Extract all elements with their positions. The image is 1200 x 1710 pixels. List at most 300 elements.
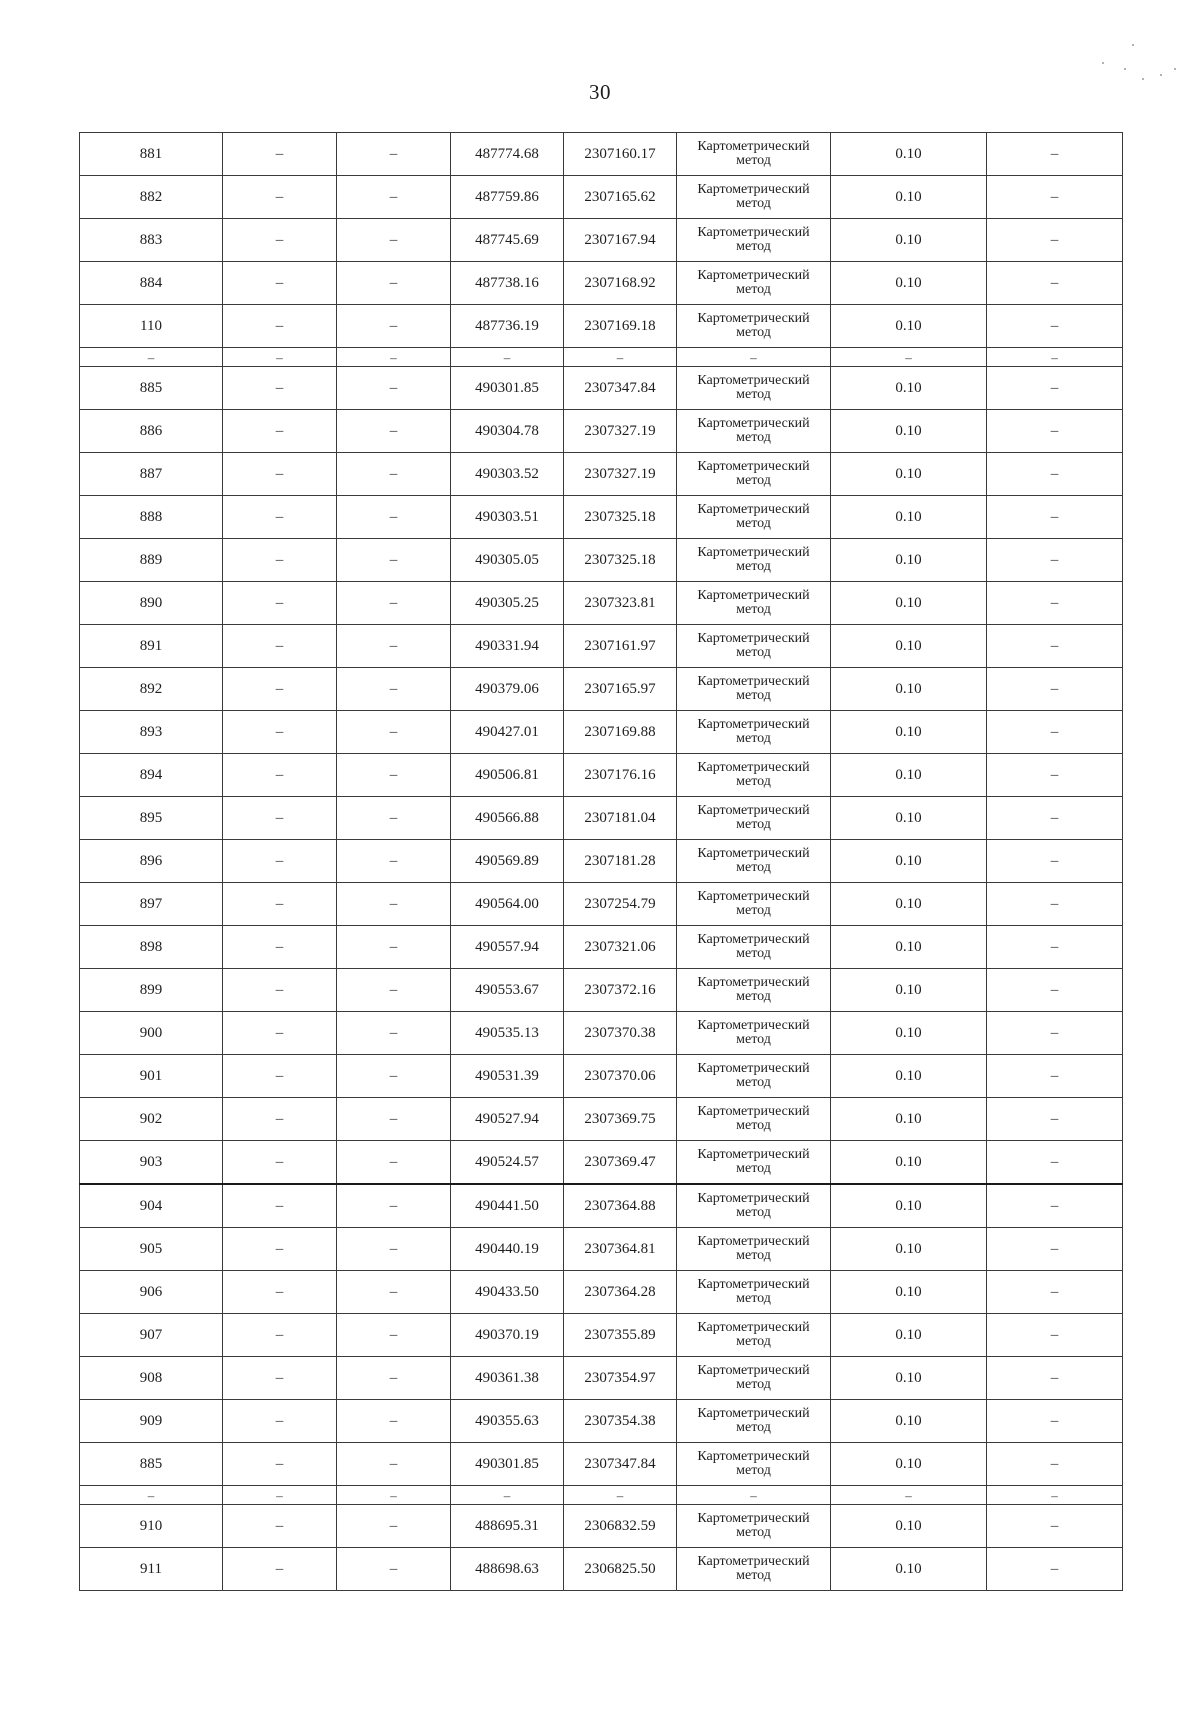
column-8-cell: – (987, 883, 1123, 926)
point-number-cell: 898 (80, 926, 223, 969)
column-3-cell: – (337, 1357, 451, 1400)
point-number-cell: 896 (80, 840, 223, 883)
x-coordinate-cell: 490301.85 (451, 1443, 564, 1486)
accuracy-cell: 0.10 (831, 668, 987, 711)
column-2-cell: – (223, 1400, 337, 1443)
point-number-cell: 900 (80, 1012, 223, 1055)
accuracy-cell: 0.10 (831, 582, 987, 625)
x-coordinate-cell: 490553.67 (451, 969, 564, 1012)
table-row (80, 582, 1123, 625)
column-3-cell: – (337, 1486, 451, 1505)
accuracy-cell: 0.10 (831, 496, 987, 539)
column-2-cell: – (223, 840, 337, 883)
column-2-cell: – (223, 1357, 337, 1400)
x-coordinate-cell: 487736.19 (451, 305, 564, 348)
accuracy-cell: 0.10 (831, 1357, 987, 1400)
y-coordinate-cell: 2307321.06 (564, 926, 677, 969)
method-cell: Картометрический метод (677, 582, 831, 625)
point-number-cell: 902 (80, 1098, 223, 1141)
method-cell: Картометрический метод (677, 668, 831, 711)
column-3-cell: – (337, 367, 451, 410)
table-row (80, 262, 1123, 305)
x-coordinate-cell: 490303.52 (451, 453, 564, 496)
method-cell: Картометрический метод (677, 1443, 831, 1486)
method-cell: Картометрический метод (677, 496, 831, 539)
accuracy-cell: 0.10 (831, 539, 987, 582)
y-coordinate-cell: 2307254.79 (564, 883, 677, 926)
column-3-cell: – (337, 176, 451, 219)
method-cell: Картометрический метод (677, 176, 831, 219)
point-number-cell: 911 (80, 1548, 223, 1591)
x-coordinate-cell: 488698.63 (451, 1548, 564, 1591)
point-number-cell: 901 (80, 1055, 223, 1098)
column-8-cell: – (987, 1012, 1123, 1055)
column-8-cell: – (987, 1314, 1123, 1357)
column-2-cell: – (223, 1141, 337, 1185)
point-number-cell: 903 (80, 1141, 223, 1185)
column-3-cell: – (337, 539, 451, 582)
y-coordinate-cell: 2307364.28 (564, 1271, 677, 1314)
column-8-cell: – (987, 1443, 1123, 1486)
accuracy-cell: 0.10 (831, 1228, 987, 1271)
column-2-cell: – (223, 1228, 337, 1271)
column-8-cell: – (987, 926, 1123, 969)
method-cell: Картометрический метод (677, 262, 831, 305)
accuracy-cell: 0.10 (831, 305, 987, 348)
x-coordinate-cell: 490305.05 (451, 539, 564, 582)
accuracy-cell: 0.10 (831, 625, 987, 668)
y-coordinate-cell: – (564, 1486, 677, 1505)
accuracy-cell: 0.10 (831, 176, 987, 219)
column-3-cell: – (337, 1141, 451, 1185)
column-2-cell: – (223, 797, 337, 840)
column-3-cell: – (337, 668, 451, 711)
x-coordinate-cell: 487738.16 (451, 262, 564, 305)
y-coordinate-cell: 2306832.59 (564, 1505, 677, 1548)
x-coordinate-cell: 490427.01 (451, 711, 564, 754)
column-8-cell: – (987, 1486, 1123, 1505)
column-8-cell: – (987, 797, 1123, 840)
column-2-cell: – (223, 1098, 337, 1141)
y-coordinate-cell: 2307181.04 (564, 797, 677, 840)
table-row (80, 711, 1123, 754)
point-number-cell: 909 (80, 1400, 223, 1443)
column-2-cell: – (223, 1271, 337, 1314)
y-coordinate-cell: 2307168.92 (564, 262, 677, 305)
column-8-cell: – (987, 969, 1123, 1012)
column-8-cell: – (987, 1400, 1123, 1443)
method-cell: Картометрический метод (677, 711, 831, 754)
point-number-cell: 881 (80, 133, 223, 176)
column-8-cell: – (987, 1357, 1123, 1400)
accuracy-cell: 0.10 (831, 969, 987, 1012)
column-2-cell: – (223, 133, 337, 176)
table-row (80, 1505, 1123, 1548)
accuracy-cell: 0.10 (831, 133, 987, 176)
column-3-cell: – (337, 1228, 451, 1271)
column-8-cell: – (987, 1271, 1123, 1314)
y-coordinate-cell: 2307323.81 (564, 582, 677, 625)
column-3-cell: – (337, 305, 451, 348)
point-number-cell: 891 (80, 625, 223, 668)
column-3-cell: – (337, 969, 451, 1012)
column-3-cell: – (337, 711, 451, 754)
point-number-cell: – (80, 348, 223, 367)
column-3-cell: – (337, 133, 451, 176)
y-coordinate-cell: 2307169.18 (564, 305, 677, 348)
table-row (80, 1548, 1123, 1591)
y-coordinate-cell: 2307176.16 (564, 754, 677, 797)
x-coordinate-cell: 490569.89 (451, 840, 564, 883)
point-number-cell: 908 (80, 1357, 223, 1400)
x-coordinate-cell: 490361.38 (451, 1357, 564, 1400)
table-row (80, 1357, 1123, 1400)
column-3-cell: – (337, 348, 451, 367)
column-8-cell: – (987, 668, 1123, 711)
column-8-cell: – (987, 496, 1123, 539)
column-2-cell: – (223, 969, 337, 1012)
accuracy-cell: 0.10 (831, 840, 987, 883)
column-2-cell: – (223, 262, 337, 305)
column-2-cell: – (223, 1184, 337, 1228)
x-coordinate-cell: 490440.19 (451, 1228, 564, 1271)
point-number-cell: 894 (80, 754, 223, 797)
point-number-cell: 884 (80, 262, 223, 305)
accuracy-cell: 0.10 (831, 926, 987, 969)
column-8-cell: – (987, 840, 1123, 883)
column-2-cell: – (223, 1548, 337, 1591)
x-coordinate-cell: 490527.94 (451, 1098, 564, 1141)
table-row (80, 539, 1123, 582)
method-cell: Картометрический метод (677, 1141, 831, 1185)
table-row (80, 797, 1123, 840)
column-3-cell: – (337, 1055, 451, 1098)
coordinates-table (79, 132, 1123, 1591)
column-3-cell: – (337, 840, 451, 883)
x-coordinate-cell: 490355.63 (451, 1400, 564, 1443)
table-row (80, 1055, 1123, 1098)
point-number-cell: 907 (80, 1314, 223, 1357)
column-8-cell: – (987, 1505, 1123, 1548)
table-body (80, 133, 1123, 1591)
accuracy-cell: 0.10 (831, 797, 987, 840)
point-number-cell: 889 (80, 539, 223, 582)
accuracy-cell: 0.10 (831, 1400, 987, 1443)
method-cell: Картометрический метод (677, 883, 831, 926)
column-3-cell: – (337, 754, 451, 797)
accuracy-cell: 0.10 (831, 1184, 987, 1228)
point-number-cell: 895 (80, 797, 223, 840)
point-number-cell: 897 (80, 883, 223, 926)
x-coordinate-cell: – (451, 1486, 564, 1505)
column-3-cell: – (337, 625, 451, 668)
column-8-cell: – (987, 262, 1123, 305)
table-row (80, 1443, 1123, 1486)
point-number-cell: 886 (80, 410, 223, 453)
y-coordinate-cell: 2307370.06 (564, 1055, 677, 1098)
y-coordinate-cell: 2307169.88 (564, 711, 677, 754)
point-number-cell: 110 (80, 305, 223, 348)
table-row (80, 625, 1123, 668)
column-2-cell: – (223, 496, 337, 539)
table-row (80, 453, 1123, 496)
x-coordinate-cell: 490524.57 (451, 1141, 564, 1185)
method-cell: Картометрический метод (677, 625, 831, 668)
method-cell: Картометрический метод (677, 1400, 831, 1443)
column-2-cell: – (223, 1486, 337, 1505)
x-coordinate-cell: – (451, 348, 564, 367)
y-coordinate-cell: 2307372.16 (564, 969, 677, 1012)
column-3-cell: – (337, 797, 451, 840)
table-row (80, 1141, 1123, 1185)
table-row (80, 176, 1123, 219)
method-cell: Картометрический метод (677, 1098, 831, 1141)
point-number-cell: 893 (80, 711, 223, 754)
method-cell: Картометрический метод (677, 1012, 831, 1055)
x-coordinate-cell: 487774.68 (451, 133, 564, 176)
y-coordinate-cell: 2307160.17 (564, 133, 677, 176)
table-row (80, 1184, 1123, 1228)
column-2-cell: – (223, 176, 337, 219)
column-3-cell: – (337, 1314, 451, 1357)
accuracy-cell: – (831, 348, 987, 367)
column-3-cell: – (337, 219, 451, 262)
column-3-cell: – (337, 1548, 451, 1591)
x-coordinate-cell: 490441.50 (451, 1184, 564, 1228)
method-cell: Картометрический метод (677, 969, 831, 1012)
table-row (80, 1400, 1123, 1443)
column-2-cell: – (223, 453, 337, 496)
column-8-cell: – (987, 133, 1123, 176)
accuracy-cell: 0.10 (831, 754, 987, 797)
method-cell: Картометрический метод (677, 305, 831, 348)
column-2-cell: – (223, 219, 337, 262)
y-coordinate-cell: 2307370.38 (564, 1012, 677, 1055)
x-coordinate-cell: 490531.39 (451, 1055, 564, 1098)
method-cell: Картометрический метод (677, 1505, 831, 1548)
column-2-cell: – (223, 582, 337, 625)
x-coordinate-cell: 490564.00 (451, 883, 564, 926)
accuracy-cell: 0.10 (831, 1505, 987, 1548)
method-cell: Картометрический метод (677, 1314, 831, 1357)
column-2-cell: – (223, 1443, 337, 1486)
point-number-cell: 905 (80, 1228, 223, 1271)
column-3-cell: – (337, 582, 451, 625)
method-cell: Картометрический метод (677, 754, 831, 797)
method-cell: Картометрический метод (677, 410, 831, 453)
y-coordinate-cell: 2307165.62 (564, 176, 677, 219)
method-cell: Картометрический метод (677, 797, 831, 840)
point-number-cell: 883 (80, 219, 223, 262)
accuracy-cell: 0.10 (831, 1098, 987, 1141)
y-coordinate-cell: 2307325.18 (564, 539, 677, 582)
column-2-cell: – (223, 926, 337, 969)
point-number-cell: – (80, 1486, 223, 1505)
point-number-cell: 890 (80, 582, 223, 625)
column-3-cell: – (337, 410, 451, 453)
y-coordinate-cell: 2307369.47 (564, 1141, 677, 1185)
point-number-cell: 882 (80, 176, 223, 219)
table-row (80, 410, 1123, 453)
table-row (80, 1271, 1123, 1314)
table-row (80, 1098, 1123, 1141)
point-number-cell: 885 (80, 1443, 223, 1486)
method-cell: Картометрический метод (677, 926, 831, 969)
table-row (80, 219, 1123, 262)
method-cell: Картометрический метод (677, 840, 831, 883)
separator-row (80, 1486, 1123, 1505)
method-cell: Картометрический метод (677, 367, 831, 410)
y-coordinate-cell: 2307327.19 (564, 410, 677, 453)
x-coordinate-cell: 490506.81 (451, 754, 564, 797)
method-cell: – (677, 348, 831, 367)
accuracy-cell: 0.10 (831, 1271, 987, 1314)
accuracy-cell: 0.10 (831, 1443, 987, 1486)
column-3-cell: – (337, 1443, 451, 1486)
x-coordinate-cell: 490535.13 (451, 1012, 564, 1055)
column-2-cell: – (223, 367, 337, 410)
column-8-cell: – (987, 1548, 1123, 1591)
method-cell: Картометрический метод (677, 1271, 831, 1314)
x-coordinate-cell: 490557.94 (451, 926, 564, 969)
x-coordinate-cell: 488695.31 (451, 1505, 564, 1548)
y-coordinate-cell: 2306825.50 (564, 1548, 677, 1591)
column-8-cell: – (987, 754, 1123, 797)
accuracy-cell: 0.10 (831, 1141, 987, 1185)
accuracy-cell: 0.10 (831, 262, 987, 305)
column-8-cell: – (987, 348, 1123, 367)
x-coordinate-cell: 490433.50 (451, 1271, 564, 1314)
y-coordinate-cell: – (564, 348, 677, 367)
method-cell: Картометрический метод (677, 1357, 831, 1400)
column-2-cell: – (223, 1055, 337, 1098)
column-8-cell: – (987, 367, 1123, 410)
x-coordinate-cell: 490305.25 (451, 582, 564, 625)
column-3-cell: – (337, 926, 451, 969)
y-coordinate-cell: 2307347.84 (564, 367, 677, 410)
y-coordinate-cell: 2307161.97 (564, 625, 677, 668)
accuracy-cell: 0.10 (831, 453, 987, 496)
table-row (80, 496, 1123, 539)
y-coordinate-cell: 2307364.88 (564, 1184, 677, 1228)
column-2-cell: – (223, 625, 337, 668)
x-coordinate-cell: 490304.78 (451, 410, 564, 453)
column-8-cell: – (987, 1184, 1123, 1228)
y-coordinate-cell: 2307181.28 (564, 840, 677, 883)
point-number-cell: 899 (80, 969, 223, 1012)
table-row (80, 754, 1123, 797)
column-8-cell: – (987, 582, 1123, 625)
accuracy-cell: 0.10 (831, 410, 987, 453)
method-cell: Картометрический метод (677, 539, 831, 582)
method-cell: Картометрический метод (677, 1055, 831, 1098)
column-8-cell: – (987, 539, 1123, 582)
column-8-cell: – (987, 410, 1123, 453)
column-3-cell: – (337, 1505, 451, 1548)
y-coordinate-cell: 2307325.18 (564, 496, 677, 539)
y-coordinate-cell: 2307354.97 (564, 1357, 677, 1400)
accuracy-cell: 0.10 (831, 1055, 987, 1098)
column-8-cell: – (987, 305, 1123, 348)
column-2-cell: – (223, 305, 337, 348)
method-cell: Картометрический метод (677, 1184, 831, 1228)
point-number-cell: 888 (80, 496, 223, 539)
column-3-cell: – (337, 883, 451, 926)
column-8-cell: – (987, 1098, 1123, 1141)
table-row (80, 1012, 1123, 1055)
table-row (80, 969, 1123, 1012)
table-row (80, 305, 1123, 348)
accuracy-cell: 0.10 (831, 883, 987, 926)
y-coordinate-cell: 2307369.75 (564, 1098, 677, 1141)
column-3-cell: – (337, 453, 451, 496)
column-3-cell: – (337, 262, 451, 305)
y-coordinate-cell: 2307364.81 (564, 1228, 677, 1271)
point-number-cell: 892 (80, 668, 223, 711)
column-8-cell: – (987, 625, 1123, 668)
column-2-cell: – (223, 754, 337, 797)
x-coordinate-cell: 490301.85 (451, 367, 564, 410)
x-coordinate-cell: 490331.94 (451, 625, 564, 668)
column-8-cell: – (987, 219, 1123, 262)
column-2-cell: – (223, 1505, 337, 1548)
column-2-cell: – (223, 1314, 337, 1357)
table-row (80, 883, 1123, 926)
method-cell: – (677, 1486, 831, 1505)
x-coordinate-cell: 490370.19 (451, 1314, 564, 1357)
y-coordinate-cell: 2307167.94 (564, 219, 677, 262)
table-row (80, 133, 1123, 176)
accuracy-cell: 0.10 (831, 1012, 987, 1055)
column-2-cell: – (223, 883, 337, 926)
column-3-cell: – (337, 1012, 451, 1055)
y-coordinate-cell: 2307327.19 (564, 453, 677, 496)
column-3-cell: – (337, 1098, 451, 1141)
accuracy-cell: 0.10 (831, 1548, 987, 1591)
column-8-cell: – (987, 453, 1123, 496)
point-number-cell: 885 (80, 367, 223, 410)
x-coordinate-cell: 490379.06 (451, 668, 564, 711)
page-number: 30 (589, 80, 611, 104)
accuracy-cell: – (831, 1486, 987, 1505)
x-coordinate-cell: 490566.88 (451, 797, 564, 840)
column-8-cell: – (987, 1055, 1123, 1098)
column-8-cell: – (987, 1228, 1123, 1271)
table-row (80, 1314, 1123, 1357)
column-8-cell: – (987, 711, 1123, 754)
method-cell: Картометрический метод (677, 1228, 831, 1271)
table-row (80, 926, 1123, 969)
table-row (80, 668, 1123, 711)
column-2-cell: – (223, 348, 337, 367)
accuracy-cell: 0.10 (831, 711, 987, 754)
point-number-cell: 910 (80, 1505, 223, 1548)
table-row (80, 367, 1123, 410)
column-2-cell: – (223, 410, 337, 453)
y-coordinate-cell: 2307347.84 (564, 1443, 677, 1486)
point-number-cell: 906 (80, 1271, 223, 1314)
column-3-cell: – (337, 1271, 451, 1314)
method-cell: Картометрический метод (677, 1548, 831, 1591)
point-number-cell: 904 (80, 1184, 223, 1228)
separator-row (80, 348, 1123, 367)
column-8-cell: – (987, 176, 1123, 219)
x-coordinate-cell: 487745.69 (451, 219, 564, 262)
y-coordinate-cell: 2307354.38 (564, 1400, 677, 1443)
column-3-cell: – (337, 1184, 451, 1228)
accuracy-cell: 0.10 (831, 1314, 987, 1357)
x-coordinate-cell: 487759.86 (451, 176, 564, 219)
